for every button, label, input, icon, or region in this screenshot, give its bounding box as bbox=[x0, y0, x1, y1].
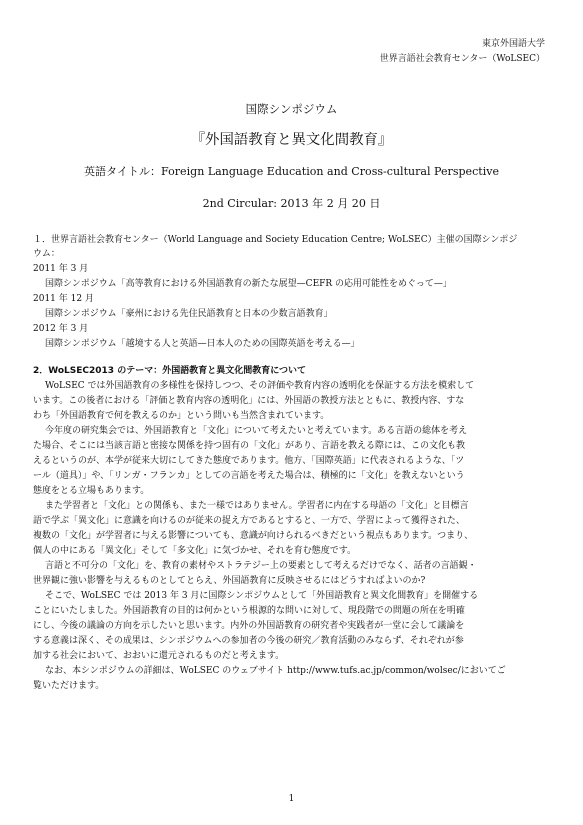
body-line: する意義は深く、その成果は、シンポジウムへの参加者の今後の研究／教育活動のみならず、それぞれが参 bbox=[33, 636, 464, 646]
body-line: 複数の「文化」が学習者に与える影響についても、意識が向けられるべきだという視点もあります。つまり、 bbox=[33, 531, 474, 541]
body-line: また学習者と「文化」との関係も、また一様ではありません。学習者に内在する母語の「文化」と目標言 bbox=[45, 501, 469, 511]
body-line: そこで、WoLSEC では 2013 年 3 月に国際シンポジウムとして「外国語教育と異文化間教育」を開催する bbox=[45, 591, 479, 601]
body-line: 加する社会において、おおいに還元されるものだと考えます。 bbox=[33, 651, 285, 661]
event-title: 国際シンポジウム「越境する人と英語—日本人のための国際英語を考える—」 bbox=[45, 339, 360, 349]
event-date: 2011 年 12 月 bbox=[33, 294, 94, 304]
main-title: 『外国語教育と異文化間教育』 bbox=[190, 132, 393, 148]
body-line: なお、本シンポジウムの詳細は、WoLSEC のウェブサイト http://www.tufs.ac.jp/common/wolsec/においてご bbox=[45, 666, 506, 676]
section2-heading: 2．WoLSEC2013 のテーマ：外国語教育と異文化間教育について bbox=[33, 366, 307, 376]
event-date: 2011 年 3 月 bbox=[33, 264, 89, 274]
body-line: 覧いただけます。 bbox=[33, 681, 105, 691]
section1-intro: １．世界言語社会教育センター（World Language and Society Education Centre; WoLSEC）主催の国際シンポジ bbox=[33, 235, 518, 245]
english-title: 英語タイトル：Foreign Language Education and Cross-cultural Perspective bbox=[83, 165, 500, 178]
body-line: 個人の中にある「異文化」そして「多文化」に気づかせ、それを育む態度です。 bbox=[33, 546, 357, 556]
circular-date: 2nd Circular: 2013 年 2 月 20 日 bbox=[202, 197, 381, 210]
body-line: にし、今後の議論の方向を示したいと思います。内外の外国語教育の研究者や実践者が一堂に会して議論を bbox=[33, 621, 465, 631]
body-line: 世界観に強い影響を与えるものとしてとらえ、外国語教育に反映させるにはどうすればよいのか? bbox=[33, 576, 426, 586]
body-line: ことにいたしました。外国語教育の目的は何かという根源的な問いに対して、現段階での問題の所在を明確 bbox=[33, 606, 465, 616]
body-line: います。この後者における「評価と教育内容の透明化」には、外国語の教授方法とともに、教授内容、すな bbox=[33, 396, 465, 406]
body-line: えるというのが、本学が従来大切にしてきた態度であります。他方、「国際英語」に代表されるような、「ツ bbox=[33, 456, 465, 466]
page-number: 1 bbox=[288, 794, 295, 804]
event-date: 2012 年 3 月 bbox=[33, 324, 89, 334]
body-line: 語で学ぶ「異文化」に意識を向けるのが従来の捉え方であるとすると、一方で、学習によって獲得された、 bbox=[33, 516, 465, 526]
body-line: ール（道具）」や、「リンガ・フランカ」としての言語を考えた場合は、積極的に「文化」を教えないという bbox=[33, 471, 465, 481]
affiliation-center: 世界言語社会教育センター（WoLSEC） bbox=[379, 54, 545, 64]
body-line: 今年度の研究集会では、外国語教育と「文化」について考えたいと考えています。ある言語の総体を考え bbox=[45, 426, 468, 436]
body-line: た場合、そこには当該言語と密接な関係を持つ固有の「文化」があり、言語を教える際には、この文化も教 bbox=[33, 441, 466, 451]
event-title: 国際シンポジウム「豪州における先住民語教育と日本の少数言語教育」 bbox=[45, 309, 333, 319]
body-line: 言語と不可分の「文化」を、教育の素材やストラテジー上の要素として考えるだけでなく、話者の言語観・ bbox=[45, 561, 477, 571]
body-line: わち「外国語教育で何を教えるのか」という問いも当然含まれています。 bbox=[33, 411, 330, 421]
section1-intro-cont: ウム： bbox=[33, 249, 60, 259]
event-type: 国際シンポジウム bbox=[245, 102, 338, 116]
event-title: 国際シンポジウム「高等教育における外国語教育の新たな展望—CEFR の応用可能性をめぐって—」 bbox=[45, 279, 452, 289]
body-line: WoLSEC では外国語教育の多様性を保持しつつ、その評価や教育内容の透明化を保証する方法を模索して bbox=[45, 381, 475, 391]
affiliation-university: 東京外国語大学 bbox=[481, 39, 545, 49]
body-line: 態度をとる立場もあります。 bbox=[33, 486, 150, 496]
